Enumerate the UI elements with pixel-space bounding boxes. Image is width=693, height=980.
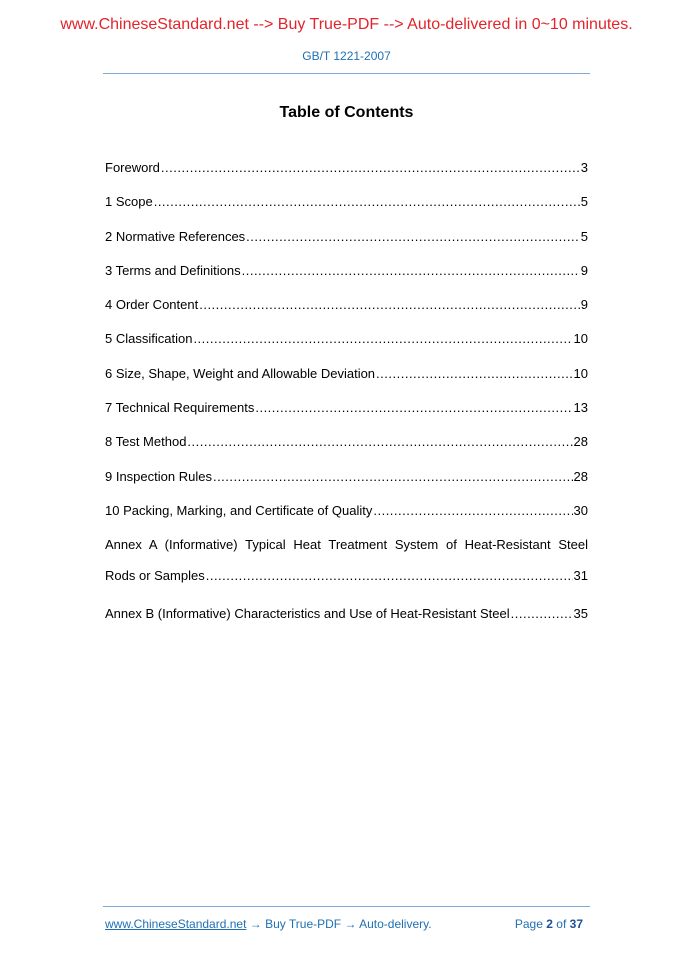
current-page-number: 2 (546, 917, 553, 931)
toc-entry-packing-marking[interactable] (105, 503, 588, 537)
toc-leader-dots (161, 160, 580, 175)
toc-page-number: 31 (573, 568, 588, 584)
toc-entry-title: 10 Packing, Marking, and Certificate of Quality (105, 502, 373, 518)
toc-entry-normative-references[interactable] (105, 229, 588, 263)
toc-leader-dots (154, 194, 580, 209)
toc-entry-title: 1 Scope (105, 194, 153, 210)
page-word: Page (514, 917, 543, 931)
toc-entry-size-shape-weight[interactable] (105, 366, 588, 400)
toc-page-number: 9 (580, 297, 588, 313)
toc-page-number: 5 (580, 228, 588, 244)
toc-entry-title: 7 Technical Requirements (105, 400, 255, 416)
toc-entry-title: 9 Inspection Rules (105, 468, 212, 484)
toc-entry-title: 5 Classification (105, 331, 193, 347)
toc-entry-title: Annex B (Informative) Characteristics and Use of Heat-Resistant Steel (105, 605, 510, 621)
toc-leader-dots (255, 400, 572, 415)
toc-entry-title-line1: Annex A (Informative) Typical Heat Treatment System of Heat-Resistant Steel (105, 537, 588, 553)
toc-leader-dots (376, 366, 572, 381)
toc-entry-title: Rods or Samples (105, 568, 205, 584)
promo-banner-link[interactable]: www.ChineseStandard.net --> Buy True-PDF --> Auto-delivered in 0~10 minutes. (60, 16, 633, 33)
toc-page-number: 13 (573, 400, 588, 416)
toc-page-number: 30 (573, 502, 588, 518)
toc-leader-dots (246, 229, 580, 244)
footer-site-link[interactable]: www.ChineseStandard.net (105, 917, 247, 931)
toc-entry-order-content[interactable] (105, 297, 588, 331)
toc-title: Table of Contents (279, 104, 414, 121)
toc-leader-dots (242, 263, 580, 278)
footer-tagline: → Buy True-PDF → Auto-delivery. (246, 917, 432, 931)
toc-page-number: 28 (573, 468, 588, 484)
toc-leader-dots (187, 434, 572, 449)
toc-entry-title: 3 Terms and Definitions (105, 262, 241, 278)
page-counter (515, 917, 583, 931)
toc-entry-classification[interactable] (105, 331, 588, 365)
toc-leader-dots (206, 568, 573, 583)
toc-page-number: 9 (580, 262, 588, 278)
header-divider (103, 73, 590, 74)
toc-entry-scope[interactable] (105, 194, 588, 228)
toc-entry-foreword[interactable] (105, 160, 588, 194)
page-of-word: of (556, 917, 567, 931)
toc-page-number: 35 (573, 605, 588, 621)
total-page-count: 37 (569, 917, 583, 931)
toc-entry-inspection-rules[interactable] (105, 469, 588, 503)
toc-page-number: 10 (573, 331, 588, 347)
toc-leader-dots (511, 606, 573, 621)
standard-code-header: GB/T 1221-2007 (302, 49, 391, 63)
toc-entry-title: 6 Size, Shape, Weight and Allowable Deviation (105, 365, 376, 381)
toc-entry-annex-b[interactable] (105, 606, 588, 640)
toc-entry-title: 8 Test Method (105, 434, 187, 450)
toc-entry-title: 2 Normative References (105, 228, 246, 244)
footer-promo[interactable] (105, 917, 432, 931)
toc-entry-annex-a[interactable] (105, 537, 588, 606)
toc-leader-dots (193, 331, 572, 346)
toc-page-number: 10 (573, 365, 588, 381)
toc-entry-test-method[interactable] (105, 434, 588, 468)
toc-leader-dots (199, 297, 580, 312)
toc-page-number: 28 (573, 434, 588, 450)
toc-entry-technical-requirements[interactable] (105, 400, 588, 434)
toc-entry-title: 4 Order Content (105, 297, 199, 313)
toc-page-number: 5 (580, 194, 588, 210)
toc-leader-dots (213, 469, 573, 484)
toc-list (105, 160, 588, 640)
toc-leader-dots (373, 503, 572, 518)
footer-divider (103, 906, 590, 907)
toc-page-number: 3 (580, 160, 588, 175)
toc-entry-terms-definitions[interactable] (105, 263, 588, 297)
toc-entry-title: Foreword (105, 160, 160, 175)
